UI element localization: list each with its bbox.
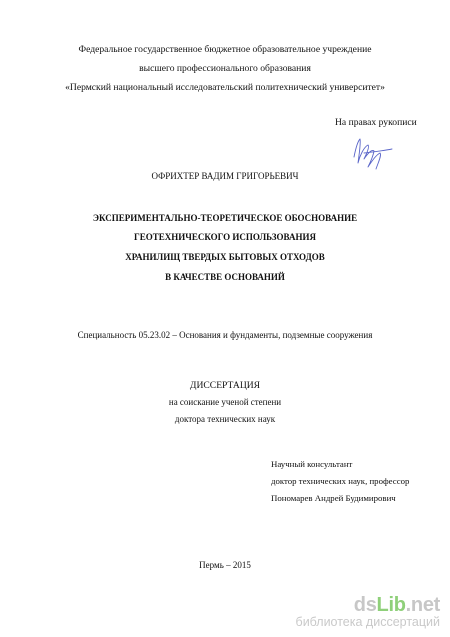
consultant-name: Пономарев Андрей Будимирович (271, 493, 396, 503)
degree-line-2: доктора технических наук (174, 414, 276, 424)
dissertation-label: ДИССЕРТАЦИЯ (189, 380, 261, 391)
consultant-label: Научный консультант (271, 459, 353, 469)
consultant-degree: доктор технических наук, профессор (271, 476, 410, 486)
dslib-subtitle: библиотека диссертаций (295, 615, 440, 629)
dslib-logo: dsLib.net (353, 594, 440, 616)
specialty: Специальность 05.23.02 – Основания и фундаменты, подземные сооружения (77, 330, 373, 340)
title-line-2: ГЕОТЕХНИЧЕСКОГО ИСПОЛЬЗОВАНИЯ (134, 232, 316, 242)
manuscript-note: На правах рукописи (335, 117, 417, 128)
place-year: Пермь – 2015 (199, 560, 251, 570)
dslib-watermark (296, 595, 440, 629)
institution-line-2: высшего профессионального образования (139, 63, 311, 74)
handwritten-signature (346, 133, 406, 173)
title-line-1: ЭКСПЕРИМЕНТАЛЬНО-ТЕОРЕТИЧЕСКОЕ ОБОСНОВАНИЕ (92, 213, 358, 223)
author-name: ОФРИХТЕР ВАДИМ ГРИГОРЬЕВИЧ (151, 171, 299, 181)
degree-line-1: на соискание ученой степени (168, 397, 282, 407)
institution-line-1: Федеральное государственное бюджетное образовательное учреждение (78, 44, 372, 55)
title-line-3: ХРАНИЛИЩ ТВЕРДЫХ БЫТОВЫХ ОТХОДОВ (125, 252, 325, 262)
title-line-4: В КАЧЕСТВЕ ОСНОВАНИЙ (165, 272, 285, 282)
institution-line-3: «Пермский национальный исследовательский политехнический университет» (65, 82, 385, 93)
